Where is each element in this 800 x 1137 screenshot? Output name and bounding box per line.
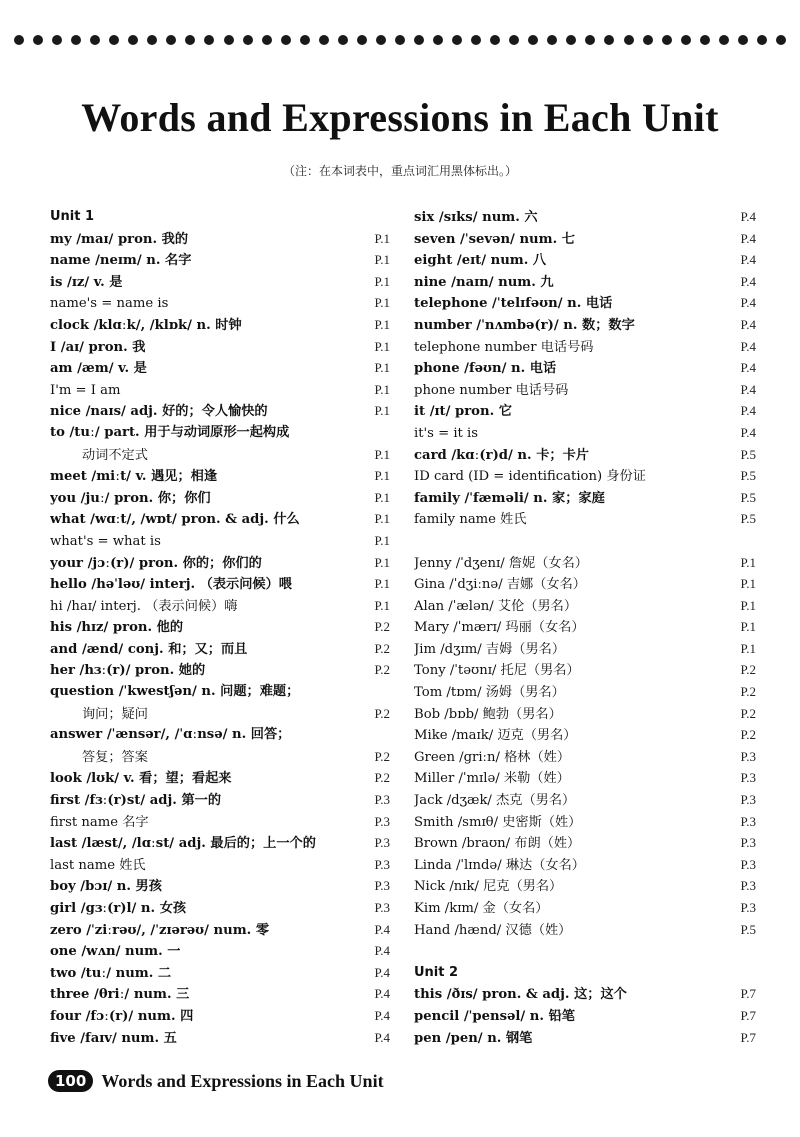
vocab-entry bbox=[414, 444, 756, 466]
entry-page: P.1 bbox=[740, 597, 756, 613]
vocab-entry bbox=[414, 638, 756, 660]
vocab-entry bbox=[50, 811, 390, 833]
entry-page: P.3 bbox=[374, 856, 390, 872]
vocab-entry bbox=[414, 552, 756, 574]
entry-page: P.1 bbox=[740, 576, 756, 592]
vocab-entry bbox=[414, 724, 756, 746]
entry-text: Mike /maɪk/ 迈克（男名） bbox=[414, 728, 577, 744]
vocab-entry bbox=[50, 357, 390, 379]
dot-icon bbox=[243, 35, 253, 45]
entry-text: one /wʌn/ num. 一 bbox=[50, 944, 181, 960]
vocab-entry bbox=[414, 206, 756, 228]
entry-page: P.4 bbox=[740, 381, 756, 397]
vocab-entry bbox=[414, 400, 756, 422]
entry-text: Mary /ˈmærɪ/ 玛丽（女名） bbox=[414, 620, 585, 636]
dot-icon bbox=[452, 35, 462, 45]
entry-page: P.3 bbox=[740, 792, 756, 808]
vocab-entry bbox=[50, 379, 390, 401]
entry-page: P.1 bbox=[374, 489, 390, 505]
entry-text: five /faɪv/ num. 五 bbox=[50, 1030, 177, 1046]
vocab-entry bbox=[50, 919, 390, 941]
entry-page: P.5 bbox=[740, 446, 756, 462]
dot-icon bbox=[604, 35, 614, 45]
entry-page: P.2 bbox=[740, 727, 756, 743]
vocab-entry bbox=[414, 1005, 756, 1027]
entry-text: Unit 2 bbox=[414, 964, 459, 980]
decorative-dot-border bbox=[14, 30, 786, 50]
entry-page: P.1 bbox=[374, 446, 390, 462]
vocab-entry bbox=[414, 681, 756, 703]
entry-page: P.5 bbox=[740, 489, 756, 505]
dot-icon bbox=[738, 35, 748, 45]
entry-text: Tony /ˈtəʊnɪ/ 托尼（男名） bbox=[414, 663, 580, 679]
entry-page: P.4 bbox=[740, 316, 756, 332]
entry-text: two /tuː/ num. 二 bbox=[50, 965, 172, 981]
vocab-entry bbox=[414, 919, 756, 941]
entry-page: P.2 bbox=[740, 705, 756, 721]
vocab-entry bbox=[50, 400, 390, 422]
entry-page: P.1 bbox=[374, 511, 390, 527]
entry-text: Unit 1 bbox=[50, 209, 95, 224]
vocab-entry bbox=[414, 228, 756, 250]
entry-text: Nick /nɪk/ 尼克（男名） bbox=[414, 879, 563, 895]
entry-text: Smith /smɪθ/ 史密斯（姓） bbox=[414, 814, 582, 830]
page-note: （注：在本词表中，重点词汇用黑体标出。） bbox=[282, 164, 517, 178]
vocab-entry bbox=[50, 508, 390, 530]
dot-icon bbox=[147, 35, 157, 45]
vocab-entry bbox=[50, 703, 390, 725]
entry-page: P.3 bbox=[740, 770, 756, 786]
entry-page: P.1 bbox=[374, 360, 390, 376]
dot-icon bbox=[204, 35, 214, 45]
vocab-entry bbox=[414, 465, 756, 487]
entry-page: P.3 bbox=[740, 835, 756, 851]
entry-text: Green /griːn/ 格林（姓） bbox=[414, 749, 571, 765]
entry-page: P.1 bbox=[374, 295, 390, 311]
vocab-entry bbox=[50, 659, 390, 681]
vocab-entry bbox=[414, 897, 756, 919]
dot-icon bbox=[300, 35, 310, 45]
vocab-entry bbox=[50, 746, 390, 768]
vocab-entry bbox=[50, 228, 390, 250]
entry-text: Gina /ˈdʒiːnə/ 吉娜（女名） bbox=[414, 577, 586, 593]
right-column bbox=[414, 206, 756, 1048]
entry-page: P.4 bbox=[740, 252, 756, 268]
vocab-entry bbox=[414, 746, 756, 768]
entry-text: telephone number 电话号码 bbox=[414, 339, 594, 355]
entry-text: Brown /braʊn/ 布朗（姓） bbox=[414, 836, 581, 852]
entry-text: first /fɜː(r)st/ adj. 第一的 bbox=[50, 793, 222, 809]
entry-page: P.4 bbox=[374, 964, 390, 980]
entry-page: P.1 bbox=[374, 576, 390, 592]
entry-text: and /ænd/ conj. 和；又；而且 bbox=[50, 641, 248, 657]
entry-page: P.2 bbox=[374, 619, 390, 635]
dot-icon bbox=[90, 35, 100, 45]
dot-icon bbox=[509, 35, 519, 45]
entry-page: P.3 bbox=[374, 878, 390, 894]
vocab-entry bbox=[50, 638, 390, 660]
entry-text: boy /bɔɪ/ n. 男孩 bbox=[50, 879, 162, 895]
entry-text: your /jɔː(r)/ pron. 你的；你们的 bbox=[50, 555, 262, 571]
page-title: Words and Expressions in Each Unit bbox=[81, 95, 719, 140]
vocab-entry bbox=[414, 314, 756, 336]
entry-text: card /kɑː(r)d/ n. 卡；卡片 bbox=[414, 447, 589, 463]
vocab-entry bbox=[414, 767, 756, 789]
dot-icon bbox=[643, 35, 653, 45]
entry-text: girl /gɜː(r)l/ n. 女孩 bbox=[50, 901, 187, 916]
entry-text: 询问；疑问 bbox=[82, 706, 148, 722]
entry-text: eight /eɪt/ num. 八 bbox=[414, 253, 547, 269]
dot-icon bbox=[319, 35, 329, 45]
entry-text: number /ˈnʌmbə(r)/ n. 数；数字 bbox=[414, 317, 635, 333]
entry-text: his /hɪz/ pron. 他的 bbox=[50, 620, 184, 636]
entry-text: what's = what is bbox=[50, 533, 161, 549]
entry-text: look /lʊk/ v. 看；望；看起来 bbox=[50, 771, 232, 787]
entry-page: P.4 bbox=[740, 209, 756, 224]
entry-text: nice /naɪs/ adj. 好的；令人愉快的 bbox=[50, 404, 268, 420]
dot-icon bbox=[700, 35, 710, 45]
footer-title: Words and Expressions in Each Unit bbox=[101, 1070, 384, 1091]
entry-text: ID card (ID = identification) 身份证 bbox=[414, 469, 646, 485]
dot-icon bbox=[14, 35, 24, 45]
entry-text: question /ˈkwestʃən/ n. 问题；难题； bbox=[50, 684, 300, 700]
entry-page: P.5 bbox=[740, 921, 756, 937]
entry-page: P.4 bbox=[740, 295, 756, 311]
entry-text: Kim /kɪm/ 金（女名） bbox=[414, 901, 549, 916]
entry-text: pencil /ˈpensəl/ n. 铅笔 bbox=[414, 1008, 575, 1024]
entry-page: P.4 bbox=[374, 943, 390, 959]
vocab-entry bbox=[414, 573, 756, 595]
entry-page: P.1 bbox=[374, 554, 390, 570]
dot-icon bbox=[662, 35, 672, 45]
entry-text: phone number 电话号码 bbox=[414, 382, 569, 398]
page-footer bbox=[48, 1070, 384, 1092]
entry-text: Jack /dʒæk/ 杰克（男名） bbox=[414, 793, 576, 809]
entry-page: P.1 bbox=[374, 252, 390, 268]
vocab-entry bbox=[414, 1027, 756, 1049]
entry-page: P.4 bbox=[740, 338, 756, 354]
vocab-entry bbox=[50, 292, 390, 314]
entry-text: seven /ˈsevən/ num. 七 bbox=[414, 231, 575, 247]
vocab-entry bbox=[50, 832, 390, 854]
entry-text: family /ˈfæməli/ n. 家；家庭 bbox=[414, 490, 605, 506]
entry-page: P.4 bbox=[740, 424, 756, 440]
vocab-entry bbox=[50, 767, 390, 789]
entry-text: phone /fəʊn/ n. 电话 bbox=[414, 361, 557, 377]
entry-text: Hand /hænd/ 汉德（姓） bbox=[414, 922, 572, 938]
dot-icon bbox=[185, 35, 195, 45]
entry-page: P.1 bbox=[374, 403, 390, 419]
vocab-entry bbox=[50, 962, 390, 984]
entry-text: last name 姓氏 bbox=[50, 857, 146, 873]
entry-text: meet /miːt/ v. 遇见；相逢 bbox=[50, 469, 218, 485]
vocab-entry bbox=[50, 314, 390, 336]
entry-page: P.1 bbox=[740, 619, 756, 635]
left-column bbox=[50, 206, 390, 1048]
dot-icon bbox=[681, 35, 691, 45]
entry-page: P.4 bbox=[374, 986, 390, 1002]
entry-page: P.3 bbox=[740, 748, 756, 764]
entry-page: P.3 bbox=[374, 813, 390, 829]
vocab-entry bbox=[50, 875, 390, 897]
vocab-entry bbox=[50, 530, 390, 552]
entry-text: you /juː/ pron. 你；你们 bbox=[50, 490, 211, 506]
vocab-entry bbox=[414, 854, 756, 876]
dot-icon bbox=[719, 35, 729, 45]
vocab-entry bbox=[414, 422, 756, 444]
vocab-entry bbox=[414, 249, 756, 271]
vocab-entry bbox=[50, 444, 390, 466]
dot-icon bbox=[585, 35, 595, 45]
entry-text: 答复；答案 bbox=[82, 749, 148, 765]
entry-text: to /tuː/ part. 用于与动词原形一起构成 bbox=[50, 424, 290, 440]
vocab-entry bbox=[414, 811, 756, 833]
entry-text: is /ɪz/ v. 是 bbox=[50, 274, 123, 290]
entry-page: P.1 bbox=[740, 554, 756, 570]
entry-text: first name 名字 bbox=[50, 814, 149, 830]
vocab-entry bbox=[50, 487, 390, 509]
entry-text: this /ðɪs/ pron. & adj. 这；这个 bbox=[414, 987, 627, 1003]
entry-page: P.2 bbox=[740, 662, 756, 678]
vocab-entry bbox=[414, 271, 756, 293]
vocab-entry bbox=[50, 897, 390, 919]
entry-page: P.4 bbox=[740, 230, 756, 246]
dot-icon bbox=[262, 35, 272, 45]
vocab-entry bbox=[50, 271, 390, 293]
entry-page: P.2 bbox=[374, 748, 390, 764]
vocab-entry bbox=[50, 465, 390, 487]
dot-icon bbox=[566, 35, 576, 45]
vocab-entry bbox=[414, 530, 756, 552]
entry-text: it /ɪt/ pron. 它 bbox=[414, 404, 512, 420]
entry-text: answer /ˈænsər/, /ˈɑːnsə/ n. 回答； bbox=[50, 727, 291, 743]
vocab-entry bbox=[414, 832, 756, 854]
entry-page: P.3 bbox=[374, 900, 390, 915]
vocab-entry bbox=[414, 616, 756, 638]
vocab-entry bbox=[414, 379, 756, 401]
entry-text: her /hɜː(r)/ pron. 她的 bbox=[50, 663, 206, 679]
vocab-entry bbox=[50, 336, 390, 358]
vocab-entry bbox=[414, 703, 756, 725]
entry-text: hi /haɪ/ interj. （表示问候）嗨 bbox=[50, 598, 238, 614]
dot-icon bbox=[281, 35, 291, 45]
entry-page: P.1 bbox=[374, 230, 390, 246]
entry-text: name /neɪm/ n. 名字 bbox=[50, 253, 192, 269]
vocab-entry bbox=[50, 789, 390, 811]
entry-text: am /æm/ v. 是 bbox=[50, 361, 147, 377]
entry-text: zero /ˈziːrəʊ/, /ˈzɪərəʊ/ num. 零 bbox=[50, 922, 270, 938]
entry-text: hello /həˈləʊ/ interj. （表示问候）喂 bbox=[50, 577, 292, 593]
vocab-entry bbox=[414, 357, 756, 379]
entry-page: P.4 bbox=[740, 403, 756, 419]
entry-page: P.4 bbox=[374, 921, 390, 937]
entry-text: Bob /bɒb/ 鲍勃（男名） bbox=[414, 706, 562, 722]
dot-icon bbox=[376, 35, 386, 45]
entry-page: P.1 bbox=[374, 316, 390, 332]
dot-icon bbox=[33, 35, 43, 45]
entry-page: P.4 bbox=[740, 360, 756, 376]
entry-text: my /maɪ/ pron. 我的 bbox=[50, 231, 189, 247]
entry-page: P.1 bbox=[374, 468, 390, 484]
dot-icon bbox=[128, 35, 138, 45]
entry-text: four /fɔː(r)/ num. 四 bbox=[50, 1008, 194, 1024]
entry-text: it's = it is bbox=[414, 425, 479, 441]
entry-text: Miller /ˈmɪlə/ 米勒（姓） bbox=[414, 771, 570, 787]
dot-icon bbox=[395, 35, 405, 45]
dot-icon bbox=[547, 35, 557, 45]
entry-page: P.2 bbox=[374, 770, 390, 786]
entry-page: P.2 bbox=[374, 705, 390, 721]
vocab-entry bbox=[50, 595, 390, 617]
entry-page: P.4 bbox=[374, 1029, 390, 1045]
vocab-entry bbox=[414, 940, 756, 962]
entry-text: nine /naɪn/ num. 九 bbox=[414, 274, 554, 290]
entry-text: I'm = I am bbox=[50, 382, 121, 398]
entry-page: P.3 bbox=[740, 878, 756, 894]
dot-icon bbox=[757, 35, 767, 45]
dot-icon bbox=[338, 35, 348, 45]
vocab-entry bbox=[50, 249, 390, 271]
entry-page: P.7 bbox=[740, 1007, 756, 1023]
vocab-entry bbox=[50, 1027, 390, 1049]
entry-text: six /sɪks/ num. 六 bbox=[414, 210, 538, 225]
dot-icon bbox=[624, 35, 634, 45]
entry-text: Jim /dʒɪm/ 吉姆（男名） bbox=[414, 641, 566, 657]
vocab-entry bbox=[414, 659, 756, 681]
unit-heading bbox=[50, 206, 390, 228]
vocab-entry bbox=[50, 940, 390, 962]
entry-page: P.4 bbox=[740, 273, 756, 289]
entry-text: Alan /ˈælən/ 艾伦（男名） bbox=[414, 598, 578, 614]
dot-icon bbox=[224, 35, 234, 45]
unit-heading bbox=[414, 962, 756, 984]
entry-page: P.3 bbox=[740, 856, 756, 872]
dot-icon bbox=[71, 35, 81, 45]
entry-text: 动词不定式 bbox=[82, 447, 148, 463]
entry-text: clock /klɑːk/, /klɒk/ n. 时钟 bbox=[50, 317, 242, 333]
entry-text: three /θriː/ num. 三 bbox=[50, 987, 190, 1003]
vocab-entry bbox=[414, 789, 756, 811]
entry-page: P.1 bbox=[374, 532, 390, 548]
vocab-entry bbox=[50, 854, 390, 876]
vocab-entry bbox=[414, 292, 756, 314]
dot-icon bbox=[52, 35, 62, 45]
dot-icon bbox=[357, 35, 367, 45]
vocab-entry bbox=[50, 724, 390, 746]
vocab-entry bbox=[414, 487, 756, 509]
entry-text: last /læst/, /lɑːst/ adj. 最后的；上一个的 bbox=[50, 836, 316, 852]
entry-text: family name 姓氏 bbox=[414, 512, 527, 528]
vocab-entry bbox=[50, 573, 390, 595]
vocab-entry bbox=[414, 875, 756, 897]
entry-page: P.1 bbox=[374, 338, 390, 354]
vocab-entry bbox=[414, 983, 756, 1005]
entry-page: P.5 bbox=[740, 511, 756, 527]
dot-icon bbox=[109, 35, 119, 45]
entry-page: P.1 bbox=[740, 640, 756, 656]
entry-page: P.1 bbox=[374, 273, 390, 289]
vocab-entry bbox=[50, 983, 390, 1005]
dot-icon bbox=[471, 35, 481, 45]
entry-page: P.1 bbox=[374, 381, 390, 397]
entry-text: Linda /ˈlɪndə/ 琳达（女名） bbox=[414, 857, 585, 873]
dot-icon bbox=[414, 35, 424, 45]
entry-page: P.5 bbox=[740, 468, 756, 484]
entry-page: P.3 bbox=[740, 900, 756, 915]
entry-page: P.3 bbox=[374, 792, 390, 808]
page-number-badge: 100 bbox=[48, 1070, 93, 1092]
vocab-entry bbox=[50, 1005, 390, 1027]
entry-text: pen /pen/ n. 钢笔 bbox=[414, 1030, 533, 1046]
entry-text: Jenny /ˈdʒenɪ/ 詹妮（女名） bbox=[414, 555, 588, 571]
entry-text: Tom /tɒm/ 汤姆（男名） bbox=[414, 685, 565, 701]
entry-page: P.7 bbox=[740, 986, 756, 1002]
entry-text: I /aɪ/ pron. 我 bbox=[50, 339, 146, 355]
entry-text: name's = name is bbox=[50, 296, 169, 312]
entry-page: P.1 bbox=[374, 597, 390, 613]
entry-page: P.2 bbox=[740, 684, 756, 700]
entry-page: P.2 bbox=[374, 662, 390, 678]
dot-icon bbox=[433, 35, 443, 45]
vocab-entry bbox=[50, 616, 390, 638]
vocab-entry bbox=[50, 681, 390, 703]
entry-page: P.3 bbox=[374, 835, 390, 851]
vocab-entry bbox=[50, 552, 390, 574]
vocab-entry bbox=[414, 508, 756, 530]
vocab-entry bbox=[50, 422, 390, 444]
vocab-entry bbox=[414, 336, 756, 358]
entry-text: telephone /ˈtelɪfəʊn/ n. 电话 bbox=[414, 296, 613, 312]
dot-icon bbox=[490, 35, 500, 45]
entry-page: P.4 bbox=[374, 1007, 390, 1023]
entry-text: what /wɑːt/, /wɒt/ pron. & adj. 什么 bbox=[50, 512, 300, 528]
dot-icon bbox=[776, 35, 786, 45]
vocab-entry bbox=[414, 595, 756, 617]
entry-page: P.3 bbox=[740, 813, 756, 829]
dot-icon bbox=[528, 35, 538, 45]
dot-icon bbox=[166, 35, 176, 45]
entry-page: P.2 bbox=[374, 640, 390, 656]
entry-page: P.7 bbox=[740, 1029, 756, 1045]
